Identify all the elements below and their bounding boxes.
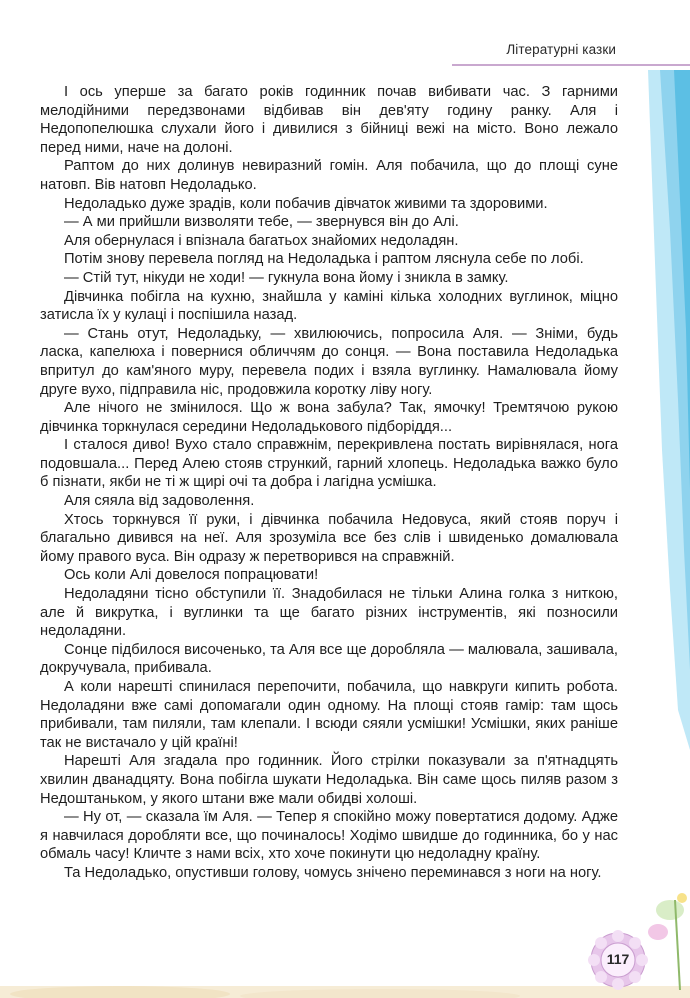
header-rule — [452, 64, 690, 66]
paragraph: Раптом до них долинув невиразний гомін. Аля побачила, що до площі суне натовп. Вів натовп Недоладько. — [40, 158, 618, 193]
paragraph: Недоладяни тісно обступили її. Знадобилася не тільки Алина голка з ниткою, але й викрутка, і вуглинки та ще багато різних інструментів, які позносили недоладяни. — [40, 586, 618, 640]
paragraph: Та Недоладько, опустивши голову, чомусь знічено переминався з ноги на ногу. — [64, 864, 602, 881]
paragraph: — Стій тут, нікуди не ходи! — гукнула вона йому і зникла в замку. — [64, 269, 509, 286]
story-text — [40, 83, 618, 883]
paragraph: А коли нарешті спинилася перепочити, побачила, що навкруги кипить робота. Недоладяни вже самі допомагали один одному. На площі стояв гамір: там щось прибивали, там пиляли, там клепали. І всюди сяяли усмішки! Усмішки, яких раніше так не вистачало у цій країні! — [40, 679, 618, 751]
running-header — [452, 38, 690, 68]
paragraph: — Стань отут, Недоладьку, — хвилюючись, попросила Аля. — Зніми, будь ласка, капелюха і повернися обличчям до сонця. — Вона поставила Недоладька впритул до кам'яного муру, перевела подих і взяла вуглинку. Намалювала йому друге вухо, підправила ніс, продовжила коротку ліву ногу. — [40, 325, 618, 398]
page-number: 117 — [606, 951, 630, 967]
paragraph: Хтось торкнувся її руки, і дівчинка побачила Недовуса, який стояв поруч і благально дивився на неї. Аля зрозуміла все без слів і швиденько домалювала йому правого вуса. Він одразу ж перетворився на справжній. — [40, 511, 618, 565]
paragraph: Але нічого не змінилося. Що ж вона забула? Так, ямочку! Тремтячою рукою дівчинка торкнулася середини Недоладькового підборіддя... — [40, 400, 618, 435]
paragraph: Дівчинка побігла на кухню, знайшла у каміні кілька холодних вуглинок, міцно затисла їх у кулаці і поспішила назад. — [40, 288, 618, 324]
blue-ribbon-decoration — [618, 70, 690, 750]
paragraph: — Ну от, — сказала їм Аля. — Тепер я спокійно можу повертатися додому. Адже я навчилася доробляти все, що починалось! Ходімо швидше до годинника, бо у нас обмаль часу! Кличте з нами всіх, хто хоче покинути цю недоладну країну. — [40, 809, 618, 863]
paragraph: — А ми прийшли визволяти тебе, — звернувся він до Алі. — [64, 214, 459, 231]
section-title: Літературні казки — [506, 42, 616, 57]
paragraph: Аля сяяла від задоволення. — [64, 493, 255, 510]
footer-decoration — [0, 958, 690, 998]
paragraph: І сталося диво! Вухо стало справжнім, перекривлена постать вирівнялася, нога подовшала... Перед Алею стояв стрункий, гарний хлопець. Недоладька важко було б пізнати, якби не ті ж щирі очі та добра і лагідна усмішка. — [40, 437, 618, 491]
paragraph: Аля обернулася і впізнала багатьох знайомих недоладян. — [64, 232, 459, 249]
paragraph: Сонце підбилося височенько, та Аля все ще доробляла — малювала, зашивала, докручувала, прибивала. — [40, 641, 618, 677]
paragraph: Нарешті Аля згадала про годинник. Його стрілки показували за п'ятнадцять хвилин дванадцяту. Вона побігла шукати Недоладька. Він саме щось пиляв разом з Недоштаньком, у якого штани вже мали обидві холоші. — [40, 753, 618, 807]
paragraph: Недоладько дуже зрадів, коли побачив дівчаток живими та здоровими. — [64, 195, 548, 212]
paragraph: Ось коли Алі довелося попрацювати! — [64, 567, 319, 584]
paragraph: І ось уперше за багато років годинник почав вибивати час. З гарними мелодійними передзвонами відбивав він дев'яту годину ранку. Аля і Недопопелюшка слухали його і дивилися з бійниці вежі на місто. Воно лежало перед ними, наче на долоні. — [40, 84, 618, 156]
paragraph: Потім знову перевела погляд на Недоладька і раптом ляснула себе по лобі. — [64, 251, 584, 268]
